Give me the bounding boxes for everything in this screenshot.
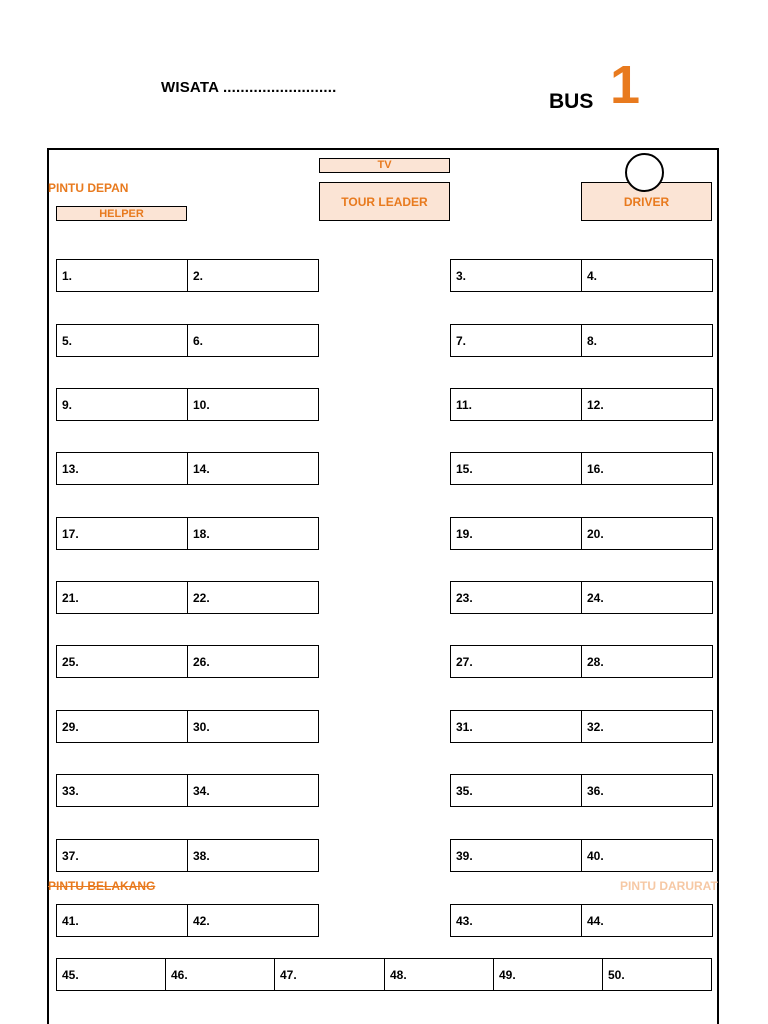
seat-38: 38.: [187, 839, 319, 872]
seat-22: 22.: [187, 581, 319, 614]
back-row-seat-49: 49.: [493, 958, 603, 991]
seat-23: 23.: [450, 581, 582, 614]
seat-44: 44.: [581, 904, 713, 937]
seat-36: 36.: [581, 774, 713, 807]
seat-33: 33.: [56, 774, 188, 807]
seat-13: 13.: [56, 452, 188, 485]
seat-27: 27.: [450, 645, 582, 678]
seat-20: 20.: [581, 517, 713, 550]
seat-25: 25.: [56, 645, 188, 678]
front-door-label: PINTU DEPAN: [48, 181, 129, 195]
back-door-label: PINTU BELAKANG: [48, 879, 156, 893]
seat-6: 6.: [187, 324, 319, 357]
seat-11: 11.: [450, 388, 582, 421]
emergency-door-label: PINTU DARURAT: [620, 879, 718, 893]
seat-32: 32.: [581, 710, 713, 743]
seat-31: 31.: [450, 710, 582, 743]
back-row-seat-48: 48.: [384, 958, 494, 991]
seat-10: 10.: [187, 388, 319, 421]
seat-24: 24.: [581, 581, 713, 614]
seat-19: 19.: [450, 517, 582, 550]
helper-seat: HELPER: [56, 206, 187, 221]
bus-label: BUS: [549, 90, 594, 113]
seat-28: 28.: [581, 645, 713, 678]
seat-42: 42.: [187, 904, 319, 937]
seat-17: 17.: [56, 517, 188, 550]
tv-box: TV: [319, 158, 450, 173]
seat-37: 37.: [56, 839, 188, 872]
tour-leader-seat: TOUR LEADER: [319, 182, 450, 221]
seat-1: 1.: [56, 259, 188, 292]
steering-wheel-icon: [625, 153, 664, 192]
seat-14: 14.: [187, 452, 319, 485]
seat-15: 15.: [450, 452, 582, 485]
seat-5: 5.: [56, 324, 188, 357]
seat-39: 39.: [450, 839, 582, 872]
seat-40: 40.: [581, 839, 713, 872]
back-row-seat-50: 50.: [602, 958, 712, 991]
back-row-seat-45: 45.: [56, 958, 166, 991]
driver-seat: DRIVER: [581, 182, 712, 221]
bus-number: 1: [610, 55, 641, 115]
seat-43: 43.: [450, 904, 582, 937]
seat-41: 41.: [56, 904, 188, 937]
seat-7: 7.: [450, 324, 582, 357]
seat-16: 16.: [581, 452, 713, 485]
seat-8: 8.: [581, 324, 713, 357]
seat-29: 29.: [56, 710, 188, 743]
seat-21: 21.: [56, 581, 188, 614]
wisata-title: WISATA ..........................: [161, 79, 337, 96]
seat-3: 3.: [450, 259, 582, 292]
seat-26: 26.: [187, 645, 319, 678]
seat-30: 30.: [187, 710, 319, 743]
back-row-seat-46: 46.: [165, 958, 275, 991]
seat-18: 18.: [187, 517, 319, 550]
back-row-seat-47: 47.: [274, 958, 385, 991]
seat-4: 4.: [581, 259, 713, 292]
seat-2: 2.: [187, 259, 319, 292]
seat-9: 9.: [56, 388, 188, 421]
seat-12: 12.: [581, 388, 713, 421]
seat-35: 35.: [450, 774, 582, 807]
seat-34: 34.: [187, 774, 319, 807]
